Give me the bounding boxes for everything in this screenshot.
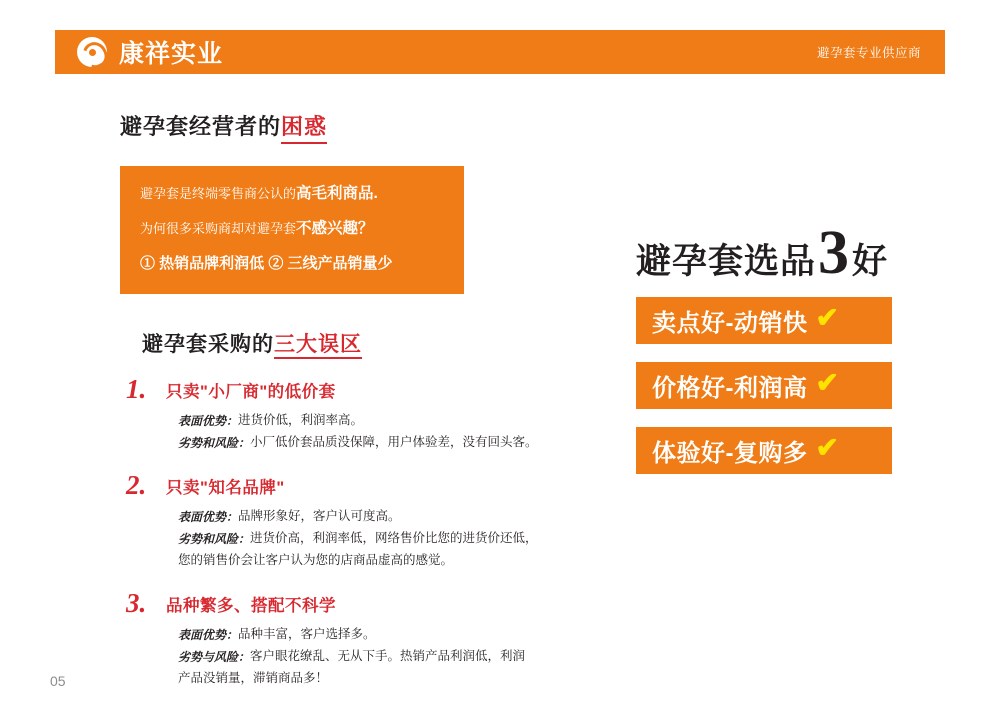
list-item [120, 374, 600, 454]
item-row [178, 506, 600, 528]
benefit-badge-2 [636, 362, 892, 409]
check-icon: ✔ [815, 367, 840, 399]
callout-line-2-big: 不感兴趣？ [296, 219, 374, 237]
item-heading: 品种繁多、搭配不科学 [166, 596, 336, 615]
item-row-text: 进货价高，利润率低，网络售价比您的进货价还低， [250, 531, 538, 546]
section-title-mistakes [142, 328, 600, 358]
right-headline-number: 3 [818, 219, 851, 287]
swirl-logo-icon [77, 37, 107, 67]
list-item [120, 470, 600, 572]
item-row [178, 668, 600, 690]
page-number: 05 [50, 673, 66, 689]
item-row-label: 表面优势： [178, 414, 239, 429]
item-row-text: 产品没销量，滞销商品多！ [178, 670, 329, 685]
section2-title-highlight: 三大误区 [274, 333, 362, 359]
callout-line-1-big: 高毛利商品. [296, 185, 378, 202]
item-row-text: 品牌形象好，客户认可度高。 [238, 509, 401, 524]
callout-line-1-small: 避孕套是终端零售商公认的 [140, 186, 297, 201]
item-heading: 只卖"小厂商"的低价套 [166, 383, 336, 402]
item-number: 2. [126, 470, 147, 501]
right-headline [636, 219, 936, 287]
item-row [178, 432, 600, 454]
company-name: 康祥实业 [119, 40, 224, 68]
header-tagline: 避孕套专业供应商 [816, 46, 921, 60]
item-row-text: 小厂低价套品质没保障，用户体验差，没有回头客。 [250, 435, 538, 450]
right-headline-prefix: 避孕套选品 [636, 241, 817, 281]
item-heading: 只卖"知名品牌" [166, 479, 285, 498]
item-row-label: 劣势和风险： [178, 436, 251, 451]
benefit-badge-3 [636, 427, 892, 474]
section-title-problems [120, 110, 600, 144]
callout-line-1 [140, 184, 444, 205]
right-content-column [636, 219, 936, 474]
header-bar [55, 30, 945, 74]
right-headline-suffix: 好 [852, 241, 889, 281]
item-row [178, 646, 600, 668]
item-row-label: 表面优势： [178, 510, 239, 525]
item-row-text: 品种丰富，客户选择多。 [238, 626, 376, 641]
callout-line-3: ① 热销品牌利润低 ② 三线产品销量少 [140, 254, 393, 272]
item-row-label: 劣势与风险： [178, 649, 251, 664]
item-row [178, 550, 600, 572]
check-icon: ✔ [815, 302, 840, 334]
item-row-text: 进货价低，利润率高。 [238, 413, 364, 428]
benefit-label: 价格好-利润高 [652, 374, 808, 402]
item-row-label: 劣势和风险： [178, 532, 251, 547]
check-icon: ✔ [815, 432, 840, 464]
item-row-label: 表面优势： [178, 627, 239, 642]
callout-line-2 [140, 219, 444, 240]
item-row-text: 客户眼花缭乱、无从下手。热销产品利润低，利润 [250, 648, 526, 663]
list-item [120, 587, 600, 690]
item-number: 1. [126, 374, 147, 405]
section2-title-plain: 避孕套采购的 [142, 333, 274, 357]
benefit-badge-1 [636, 297, 892, 344]
benefit-label: 体验好-复购多 [652, 439, 808, 467]
callout-line-2-small: 为何很多采购商却对避孕套 [140, 220, 297, 236]
item-row [178, 624, 600, 646]
orange-callout-box [120, 166, 464, 294]
benefit-label: 卖点好-动销快 [652, 309, 808, 337]
item-row [178, 410, 600, 432]
item-row-text: 您的销售价会让客户认为您的店商品虚高的感觉。 [178, 553, 454, 568]
item-number: 3. [126, 587, 147, 618]
item-row [178, 528, 600, 550]
left-content-column [120, 110, 600, 690]
section-title-plain: 避孕套经营者的 [120, 114, 282, 139]
section-title-highlight: 困惑 [281, 110, 327, 144]
